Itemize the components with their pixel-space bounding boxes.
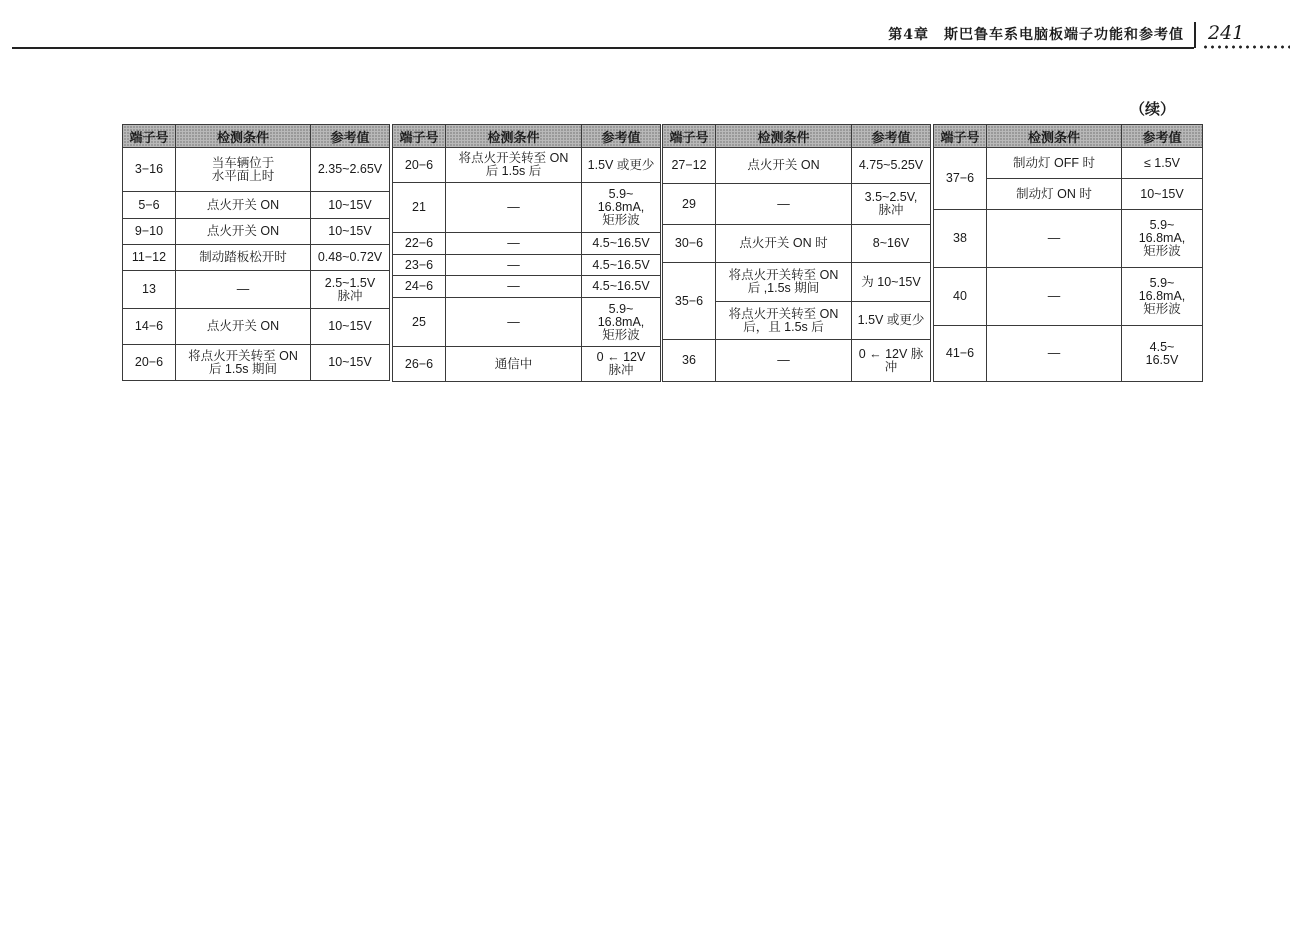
- terminal-cell: 21: [393, 183, 446, 233]
- reference-cell: 0 ← 12V 脉冲: [582, 347, 661, 382]
- condition-cell: 将点火开关转至 ON 后 1.5s 期间: [176, 345, 311, 381]
- table-row: [663, 340, 931, 382]
- table-row: [123, 192, 390, 219]
- reference-cell: 4.5~16.5V: [582, 255, 661, 276]
- table-row: [663, 225, 931, 263]
- reference-cell: 为 10~15V: [852, 263, 931, 302]
- reference-cell: 5.9~ 16.8mA, 矩形波: [1122, 268, 1203, 326]
- terminal-cell: 25: [393, 298, 446, 347]
- terminal-table-4: [933, 124, 1203, 382]
- table-row: [663, 263, 931, 302]
- terminal-table-2: [392, 124, 661, 382]
- table-header-row: [663, 125, 931, 148]
- terminal-cell: 41−6: [934, 326, 987, 382]
- terminal-cell: 29: [663, 184, 716, 225]
- condition-cell: —: [446, 183, 582, 233]
- condition-cell: —: [446, 255, 582, 276]
- condition-cell: —: [446, 298, 582, 347]
- terminal-cell: 3−16: [123, 148, 176, 192]
- reference-cell: 2.5~1.5V 脉冲: [311, 271, 390, 309]
- condition-cell: 当车辆位于 水平面上时: [176, 148, 311, 192]
- reference-cell: 1.5V 或更少: [852, 302, 931, 340]
- header-terminal: 端子号: [393, 125, 446, 148]
- terminal-cell: 22−6: [393, 233, 446, 255]
- reference-cell: 4.75~5.25V: [852, 148, 931, 184]
- table-row: [393, 347, 661, 382]
- header-condition: 检测条件: [446, 125, 582, 148]
- reference-cell: 2.35~2.65V: [311, 148, 390, 192]
- table-row: [934, 268, 1203, 326]
- terminal-cell: 37−6: [934, 148, 987, 210]
- condition-cell: 将点火开关转至 ON 后 ,1.5s 期间: [716, 263, 852, 302]
- terminal-cell: 23−6: [393, 255, 446, 276]
- reference-cell: 10~15V: [311, 192, 390, 219]
- terminal-cell: 24−6: [393, 276, 446, 298]
- table-row: [123, 345, 390, 381]
- condition-cell: —: [446, 276, 582, 298]
- page-number: 241: [1208, 22, 1245, 44]
- reference-cell: 0.48~0.72V: [311, 245, 390, 271]
- header-condition: 检测条件: [716, 125, 852, 148]
- condition-cell: 通信中: [446, 347, 582, 382]
- condition-cell: —: [987, 268, 1122, 326]
- condition-cell: 点火开关 ON: [176, 309, 311, 345]
- reference-cell: 10~15V: [311, 309, 390, 345]
- condition-cell: —: [446, 233, 582, 255]
- condition-cell: —: [987, 210, 1122, 268]
- reference-cell: 10~15V: [311, 345, 390, 381]
- reference-cell: 0 ← 12V 脉 冲: [852, 340, 931, 382]
- table-row: [393, 276, 661, 298]
- header-terminal: 端子号: [663, 125, 716, 148]
- terminal-cell: 27−12: [663, 148, 716, 184]
- header-terminal: 端子号: [934, 125, 987, 148]
- header-reference: 参考值: [311, 125, 390, 148]
- terminal-cell: 20−6: [393, 148, 446, 183]
- terminal-cell: 30−6: [663, 225, 716, 263]
- terminal-table-1: [122, 124, 390, 381]
- header-reference: 参考值: [852, 125, 931, 148]
- reference-cell: 3.5~2.5V, 脉冲: [852, 184, 931, 225]
- terminal-cell: 20−6: [123, 345, 176, 381]
- header-terminal: 端子号: [123, 125, 176, 148]
- condition-cell: —: [176, 271, 311, 309]
- terminal-cell: 35−6: [663, 263, 716, 340]
- table-row: [663, 184, 931, 225]
- header-condition: 检测条件: [176, 125, 311, 148]
- terminal-cell: 5−6: [123, 192, 176, 219]
- header-condition: 检测条件: [987, 125, 1122, 148]
- header-rule: [12, 47, 1194, 49]
- terminal-cell: 13: [123, 271, 176, 309]
- terminal-cell: 26−6: [393, 347, 446, 382]
- table-row: [123, 148, 390, 192]
- condition-cell: 点火开关 ON: [716, 148, 852, 184]
- table-row: [393, 255, 661, 276]
- table-row: [393, 183, 661, 233]
- condition-cell: 制动灯 OFF 时: [987, 148, 1122, 179]
- terminal-cell: 36: [663, 340, 716, 382]
- condition-cell: 点火开关 ON: [176, 219, 311, 245]
- terminal-cell: 14−6: [123, 309, 176, 345]
- reference-cell: 1.5V 或更少: [582, 148, 661, 183]
- terminal-cell: 40: [934, 268, 987, 326]
- table-row: [123, 271, 390, 309]
- table-row: [123, 309, 390, 345]
- terminal-cell: 38: [934, 210, 987, 268]
- continued-label: （续）: [1130, 100, 1176, 118]
- chapter-title: 第4章 斯巴鲁车系电脑板端子功能和参考值: [888, 27, 1184, 43]
- table-row: [663, 148, 931, 184]
- table-row: [123, 219, 390, 245]
- table-row: [393, 298, 661, 347]
- header-reference: 参考值: [1122, 125, 1203, 148]
- terminal-table-3: [662, 124, 931, 382]
- condition-cell: 点火开关 ON: [176, 192, 311, 219]
- reference-cell: 8~16V: [852, 225, 931, 263]
- condition-cell: 将点火开关转至 ON 后 1.5s 后: [446, 148, 582, 183]
- table-row: [934, 210, 1203, 268]
- reference-cell: 5.9~ 16.8mA, 矩形波: [1122, 210, 1203, 268]
- header-separator: [1194, 22, 1196, 48]
- reference-cell: 10~15V: [311, 219, 390, 245]
- condition-cell: 将点火开关转至 ON 后，且 1.5s 后: [716, 302, 852, 340]
- header-reference: 参考值: [582, 125, 661, 148]
- reference-cell: 10~15V: [1122, 179, 1203, 210]
- condition-cell: 制动踏板松开时: [176, 245, 311, 271]
- reference-cell: 4.5~16.5V: [582, 276, 661, 298]
- condition-cell: —: [987, 326, 1122, 382]
- header-dot-leader: [1202, 45, 1290, 49]
- terminal-cell: 11−12: [123, 245, 176, 271]
- reference-cell: 4.5~16.5V: [582, 233, 661, 255]
- table-row: [393, 233, 661, 255]
- table-header-row: [393, 125, 661, 148]
- terminal-cell: 9−10: [123, 219, 176, 245]
- reference-cell: ≤ 1.5V: [1122, 148, 1203, 179]
- condition-cell: —: [716, 340, 852, 382]
- table-header-row: [123, 125, 390, 148]
- condition-cell: —: [716, 184, 852, 225]
- reference-cell: 5.9~ 16.8mA, 矩形波: [582, 183, 661, 233]
- reference-cell: 5.9~ 16.8mA, 矩形波: [582, 298, 661, 347]
- table-row: [934, 326, 1203, 382]
- condition-cell: 制动灯 ON 时: [987, 179, 1122, 210]
- table-row: [934, 148, 1203, 179]
- reference-cell: 4.5~ 16.5V: [1122, 326, 1203, 382]
- table-row: [123, 245, 390, 271]
- table-row: [393, 148, 661, 183]
- condition-cell: 点火开关 ON 时: [716, 225, 852, 263]
- table-header-row: [934, 125, 1203, 148]
